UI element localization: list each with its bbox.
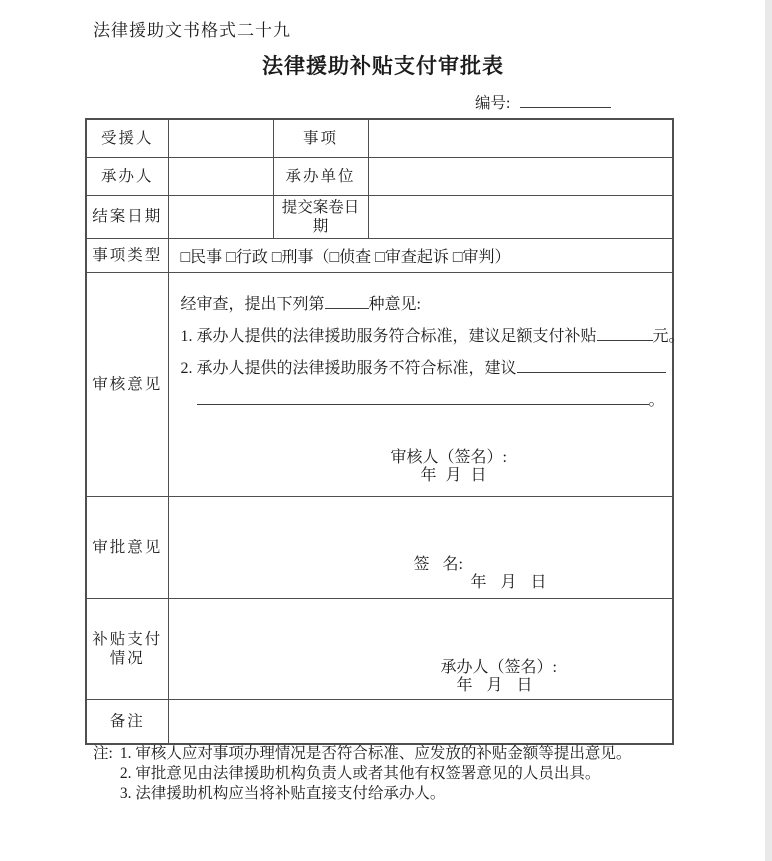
field-label-matter-type: 事项类型 [86,238,168,272]
field-label-handler: 承办人 [86,157,168,195]
field-label-handling-unit: 承办单位 [273,157,368,195]
review-signature-block [181,449,669,484]
doc-format-label: 法律援助文书格式二十九 [93,21,291,40]
review-opinion-cell [168,272,685,496]
table-row-matter-type [86,238,673,272]
review-option-2-continuation [181,385,669,417]
footnotes [93,744,631,804]
payment-signer-label: 承办人（签名）: [440,658,557,676]
matter-type-options: □民事 □行政 □刑事（□侦查 □审查起诉 □审判） [168,238,673,272]
review-intro-line [181,289,669,321]
approval-date-line: 年 月 日 [470,573,547,591]
review-option-1 [180,321,685,353]
review-option1-suffix: 元。 [652,327,685,345]
page-title: 法律援助补贴支付审批表 [262,55,504,78]
field-value-file-submission-date [368,195,673,238]
subsidy-amount-blank [597,326,653,340]
field-value-closing-date [168,195,273,238]
review-date-line: 年 月 日 [420,466,487,484]
footnote-prefix: 注: [93,745,113,762]
field-value-handling-unit [368,157,673,195]
table-row [86,157,673,195]
reviewer-signature-label: 审核人（签名）: [390,448,507,466]
field-value-recipient [168,119,273,157]
field-label-review-opinion: 审核意见 [86,272,168,496]
field-label-approval-opinion: 审批意见 [86,496,168,598]
field-label-file-submission-date: 提交案卷日期 [273,195,368,238]
footnote-item: 3. 法律援助机构应当将补贴直接支付给承办人。 [119,785,446,802]
table-row-payment-status [86,598,673,699]
payment-date-line: 年 月 日 [456,676,533,694]
field-value-matter [368,119,673,157]
number-line [475,91,611,113]
table-row-review-opinion [86,272,673,496]
footnote-item: 2. 审批意见由法律援助机构负责人或者其他有权签署意见的人员出具。 [119,765,601,782]
number-label: 编号: [475,95,511,112]
table-row-remarks [86,699,673,744]
footnote-item: 1. 审核人应对事项办理情况是否符合标准、应发放的补贴金额等提出意见。 [119,745,632,762]
review-intro-suffix: 种意见: [368,295,421,313]
table-row [86,195,673,238]
payment-status-cell [168,598,673,699]
review-option2-end: 。 [648,391,665,409]
field-label-recipient: 受援人 [86,119,168,157]
review-option1-text: 1. 承办人提供的法律援助服务符合标准，建议足额支付补贴 [180,327,597,345]
field-label-closing-date: 结案日期 [86,195,168,238]
approval-signature-label: 签 名: [413,555,463,573]
review-opinion-number-blank [325,294,369,308]
field-label-payment-status: 补贴支付情况 [86,598,168,699]
number-blank [520,94,611,108]
approval-form-table [85,118,685,745]
review-intro-prefix: 经审查，提出下列第 [180,295,325,313]
suggestion-blank [517,358,666,372]
footnote-items [120,744,632,804]
table-row-approval-opinion [86,496,673,598]
suggestion-continuation-blank [197,390,649,404]
review-option-2 [181,353,669,385]
field-label-matter: 事项 [273,119,368,157]
table-row [86,119,673,157]
field-value-handler [168,157,273,195]
review-option2-text: 2. 承办人提供的法律援助服务不符合标准，建议 [180,359,517,377]
field-value-remarks [168,699,673,744]
approval-opinion-cell [168,496,673,598]
field-label-remarks: 备注 [86,699,168,744]
page-edge-strip [765,0,772,861]
